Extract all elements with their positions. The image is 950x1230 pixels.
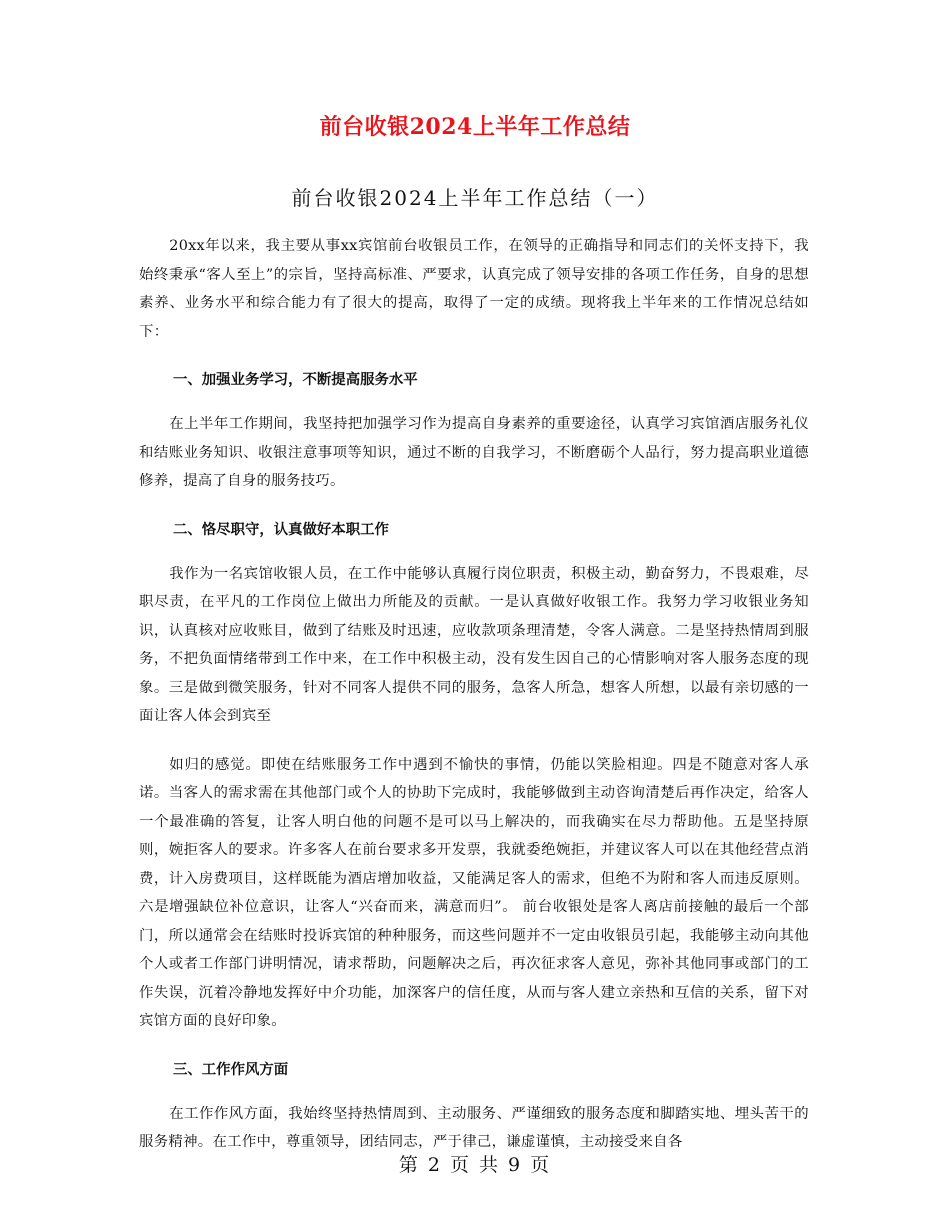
intro-paragraph: 20xx年以来，我主要从事xx宾馆前台收银员工作，在领导的正确指导和同志们的关怀支持下，我始终秉承“客人至上”的宗旨，坚持高标准、严要求，认真完成了领导安排的各项工作任务，自身的思想素养、业务水平和综合能力有了很大的提高，取得了一定的成绩。现将我上半年来的工作情况总结如下：	[139, 238, 809, 340]
section-2-paragraph-2: 如归的感觉。即使在结账服务工作中遇到不愉快的事情，仍能以笑脸相迎。四是不随意对客人承诺。当客人的需求需在其他部门或个人的协助下完成时，我能够做到主动咨询清楚后再作决定，给客人一个最准确的答复，让客人明白他的问题不是可以马上解决的，而我确实在尽力帮助他。五是坚持原则，婉拒客人的要求。许多客人在前台要求多开发票，我就委绝婉拒，并建议客人可以在其他经营点消费，计入房费项目，这样既能为酒店增加收益，又能满足客人的需求，但绝不为附和客人而违反原则。六是增强缺位补位意识，让客人“兴奋而来，满意而归”。 前台收银处是客人离店前接触的最后一个部门，所以通常会在结账时投诉宾馆的种种服务，而这些问题并不一定由收银员引起，我能够主动向其他个人或者工作部门讲明情况，请求帮助，问题解决之后，再次征求客人意见，弥补其他同事或部门的工作失误，沉着冷静地发挥好中介功能，加深客户的信任度，从而与客人建立亲热和互信的关系，留下对宾馆方面的良好印象。	[139, 756, 809, 1029]
section-2-paragraph-1: 我作为一名宾馆收银人员，在工作中能够认真履行岗位职责，积极主动，勤奋努力，不畏艰难，尽职尽责，在平凡的工作岗位上做出力所能及的贡献。一是认真做好收银工作。我努力学习收银业务知识，认真核对应收账目，做到了结账及时迅速，应收款项条理清楚，令客人满意。二是坚持热情周到服务，不把负面情绪带到工作中来，在工作中积极主动，没有发生因自己的心情影响对客人服务态度的现象。三是做到微笑服务，针对不同客人提供不同的服务，急客人所急，想客人所想，以最有亲切感的一面让客人体会到宾至	[139, 565, 809, 724]
section-1-paragraph: 在上半年工作期间，我坚持把加强学习作为提高自身素养的重要途径，认真学习宾馆酒店服务礼仪和结账业务知识、收银注意事项等知识，通过不断的自我学习，不断磨砺个人品行，努力提高职业道德修养，提高了自身的服务技巧。	[139, 416, 809, 489]
section-3-paragraph: 在工作作风方面，我始终坚持热情周到、主动服务、严谨细致的服务态度和脚踏实地、埋头苦干的服务精神。在工作中，尊重领导，团结同志，严于律己，谦虚谨慎，主动接受来自各	[139, 1105, 809, 1150]
document-body	[139, 232, 809, 1157]
section-heading-2: 二、恪尽职守，认真做好本职工作	[173, 520, 389, 538]
page-number-footer: 第 2 页 共 9 页	[398, 1154, 552, 1176]
section-heading-1: 一、加强业务学习，不断提高服务水平	[173, 371, 418, 388]
document-subtitle: 前台收银2024上半年工作总结（一）	[291, 186, 659, 210]
document-title: 前台收银2024上半年工作总结	[319, 114, 631, 140]
section-heading-3: 三、工作作风方面	[173, 1060, 289, 1078]
